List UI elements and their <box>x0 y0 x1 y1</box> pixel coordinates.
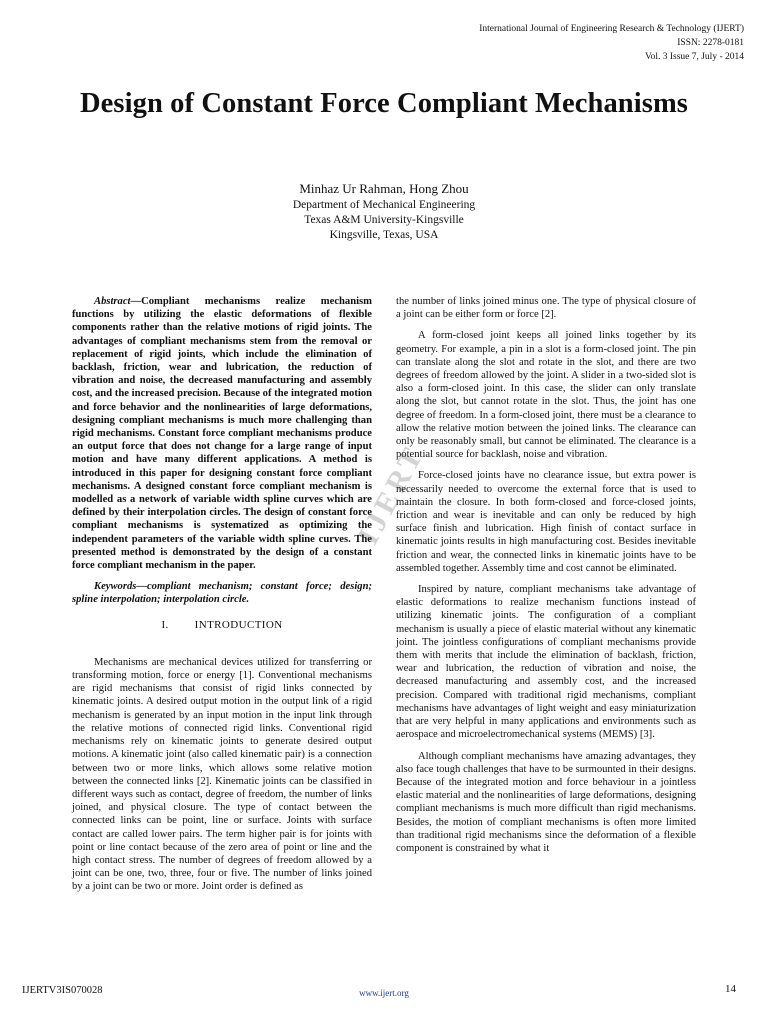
journal-volume: Vol. 3 Issue 7, July - 2014 <box>644 52 744 62</box>
section-heading <box>72 619 372 632</box>
page-number: 14 <box>725 983 736 995</box>
abstract <box>72 295 372 572</box>
journal-issn: ISSN: 2278-0181 <box>677 38 744 48</box>
author-block <box>0 180 768 243</box>
body-paragraph: A form-closed joint keeps all joined links together by its geometry. For example, a pin in a slot is a form-closed joint. The pin can translate along the slot and rotate in the slot, and there are two degrees of freedom allowed by the joint. A slider in a two-sided slot is also a form-closed joint. In this case, the slider can only translate along the slot, but cannot rotate in the slot. Thus, the joint has one degree of freedom. In a form-closed joint, there must be a clearance to allow the relative motion between the joined links. The clearance can only be reasonably small, but cannot be eliminated. The clearance is a potential source for backlash, noise and vibration. <box>396 330 696 461</box>
body-paragraph: Force-closed joints have no clearance issue, but extra power is necessarily needed to overcome the external force that is used to maintain the closure. In both form-closed and force-closed joints, friction and wear is inevitable and can only be reduced by high surface finish and lubrication. High finish of contact surface in kinematic joints results in high manufacturing cost. Besides inevitable friction and wear, the connected links in kinematic joints have to be assembled together. Assembly time and cost cannot be eliminated. <box>396 470 696 574</box>
right-column <box>396 295 696 863</box>
author-names: Minhaz Ur Rahman, Hong Zhou <box>299 181 469 196</box>
website-link[interactable]: www.ijert.org <box>359 988 409 998</box>
keywords: Keywords—compliant mechanism; constant force; design; spline interpolation; interpolation circle. <box>72 581 372 606</box>
author-university: Texas A&M University-Kingsville <box>304 214 464 226</box>
watermark: IJERT <box>351 439 431 550</box>
body-paragraph: Mechanisms are mechanical devices utilized for transferring or transforming motion, force or energy [1]. Conventional mechanisms are rigid mechanisms that consist of rigid links connected by kinematic joints. A desired output motion in the output link of a rigid mechanism is generated by an input motion in the input link through the relative motions of connected rigid links. Conventional rigid mechanisms rely on kinematic joints to generate desired output motions. A kinematic joint (also called kinematic pair) is a connection between two or more links, which allows some relative motion between the connected links [2]. Kinematic joints can be classified in different ways such as contact, degree of freedom, the number of links joined, and physical closure. The type of contact between the connected links can be point, line or surface. Joints with surface contact are called lower pairs. The term higher pair is for joints with point or line contact because of the zero area of point or line and the high contact stress. The number of degrees of freedom allowed by a joint can be one, two, three, four or five. The number of links joined by a joint can be two or more. Joint order is defined as <box>72 656 372 893</box>
author-location: Kingsville, Texas, USA <box>329 229 439 241</box>
author-department: Department of Mechanical Engineering <box>292 199 476 211</box>
body-paragraph: Although compliant mechanisms have amazing advantages, they also face tough challenges that have to be surmounted in their designs. Because of the integrated motion and force behaviour in a jointless elastic material and the nonlinearities of large deformations, designing compliant mechanisms is much more difficult than rigid mechanisms. Besides, the motion of compliant mechanisms is often more limited than traditional rigid mechanisms since the deformation of a flexible component is constrained by what it <box>396 750 696 854</box>
left-column <box>72 295 372 902</box>
abstract-lead: Abstract <box>94 296 131 307</box>
paper-title: Design of Constant Force Compliant Mechanisms <box>80 88 688 119</box>
abstract-text: Compliant mechanisms realize mechanism functions by utilizing the elastic deformations of flexible components rather than the relative motions of rigid joints. The advantages of compliant mechanisms stem from the removal or replacement of rigid joints, which include the elimination of backlash, friction, wear and lubrication, the reduction of vibration and noise, the decreased manufacturing and assembly cost, and the increased precision. Because of the integrated motion and force behavior and the nonlinearities of large deformations, designing compliant mechanisms is much more challenging than rigid mechanisms. Constant force compliant mechanisms produce an output force that does not change for a large range of input motion and have many different applications. A method is introduced in this paper for designing constant force compliant mechanisms. A designed constant force compliant mechanism is modelled as a network of variable width spline curves which are defined by their interpolation circles. The design of constant force compliant mechanisms is systematized as optimizing the independent parameters of the variable width spline curves. The presented method is demonstrated by the design of a constant force compliant mechanism in the paper. <box>72 296 372 572</box>
paper-id: IJERTV3IS070028 <box>22 985 103 996</box>
section-number: I. <box>161 618 169 631</box>
abstract-dash: — <box>130 296 142 307</box>
journal-header <box>479 22 744 64</box>
body-paragraph: Inspired by nature, compliant mechanisms take advantage of elastic deformations to realize mechanism functions instead of utilizing kinematic joints. The configuration of a compliant mechanism is usually a piece of elastic material without any kinematic joint. The jointless configurations of compliant mechanisms provide them with merits that include the elimination of backlash, friction, wear and lubrication, the reduction of vibration and noise, the decreased manufacturing and assembly cost, and the increased precision. Compared with traditional rigid mechanisms, compliant mechanisms have advantages of light weight and easy miniaturization that are very helpful in many applications and environments such as aerospace and microelectromechanical systems (MEMS) [3]. <box>396 584 696 741</box>
section-title: INTRODUCTION <box>194 618 283 631</box>
journal-name: International Journal of Engineering Research & Technology (IJERT) <box>479 24 744 34</box>
body-paragraph: the number of links joined minus one. The type of physical closure of a joint can be either form or force [2]. <box>396 296 696 321</box>
